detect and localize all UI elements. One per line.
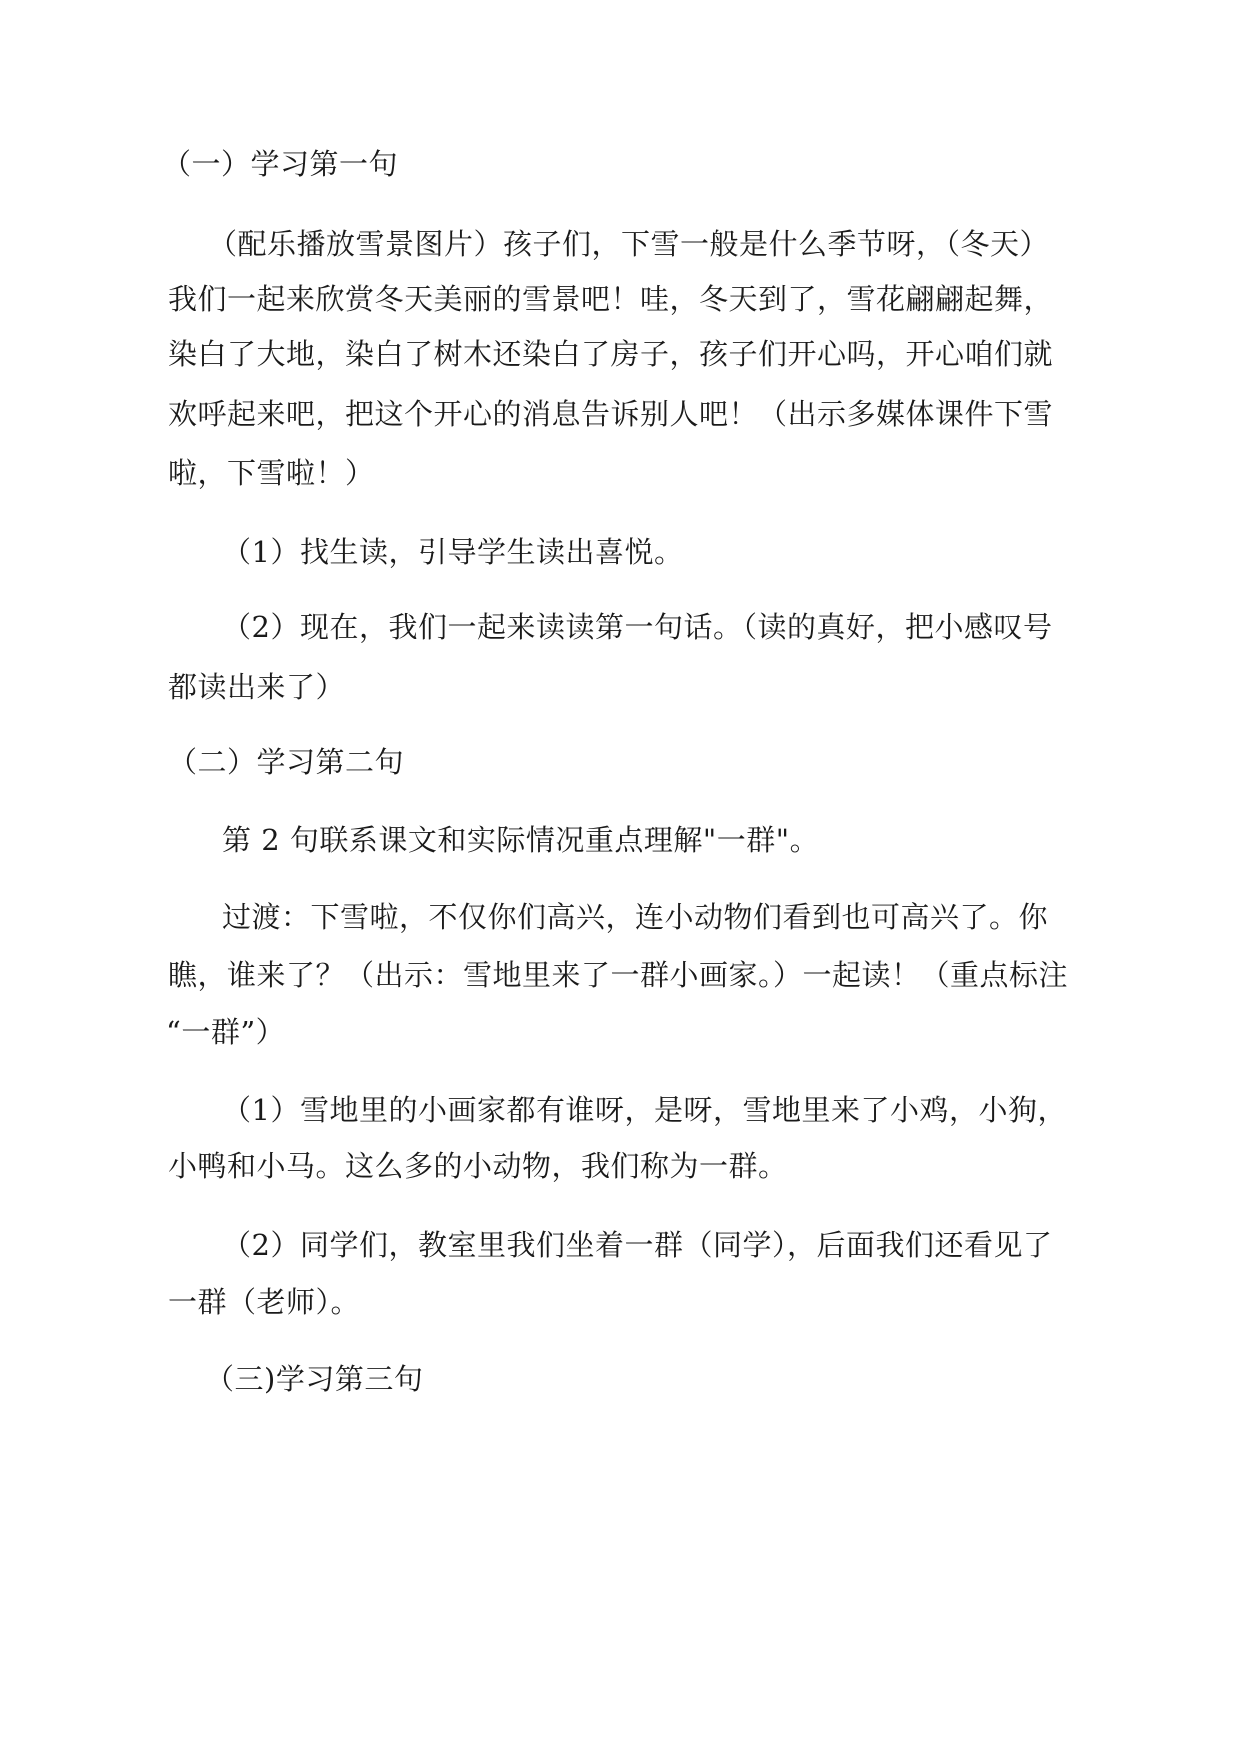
section-2-step-2-line-2: 一群（老师）。 xyxy=(168,1285,361,1319)
section-1-step-1: （1）找生读，引导学生读出喜悦。 xyxy=(222,535,684,569)
section-1-intro-line-2: 我们一起来欣赏冬天美丽的雪景吧！哇，冬天到了，雪花翩翩起舞， xyxy=(168,282,1054,316)
section-2-heading: （二）学习第二句 xyxy=(168,745,405,779)
section-2-step-2-line-1: （2）同学们，教室里我们坐着一群（同学），后面我们还看见了 xyxy=(222,1228,1053,1262)
section-1-intro-line-5: 啦，下雪啦！） xyxy=(168,456,375,490)
section-2-transition-line-2: 瞧，谁来了？（出示：雪地里来了一群小画家。）一起读！（重点标注 xyxy=(168,958,1069,992)
section-1-intro-line-4: 欢呼起来吧，把这个开心的消息告诉别人吧！（出示多媒体课件下雪 xyxy=(168,397,1054,431)
section-1-intro-line-3: 染白了大地，染白了树木还染白了房子，孩子们开心吗，开心咱们就 xyxy=(168,337,1054,371)
section-1-heading: （一）学习第一句 xyxy=(162,147,399,181)
section-2-step-1-line-1: （1）雪地里的小画家都有谁呀，是呀，雪地里来了小鸡，小狗， xyxy=(222,1093,1067,1127)
section-1-step-2-line-1: （2）现在，我们一起来读读第一句话。（读的真好，把小感叹号 xyxy=(222,610,1053,644)
section-3-heading: （三)学习第三句 xyxy=(205,1362,424,1396)
section-2-transition-line-1: 过渡：下雪啦，不仅你们高兴，连小动物们看到也可高兴了。你 xyxy=(222,900,1049,934)
section-2-key-point: 第 2 句联系课文和实际情况重点理解"一群"。 xyxy=(222,823,820,857)
section-1-intro-line-1: （配乐播放雪景图片）孩子们，下雪一般是什么季节呀，（冬天） xyxy=(208,227,1050,261)
section-1-step-2-line-2: 都读出来了） xyxy=(168,670,346,704)
section-2-step-1-line-2: 小鸭和小马。这么多的小动物，我们称为一群。 xyxy=(168,1149,788,1183)
section-2-transition-line-3: “一群”） xyxy=(166,1015,286,1049)
